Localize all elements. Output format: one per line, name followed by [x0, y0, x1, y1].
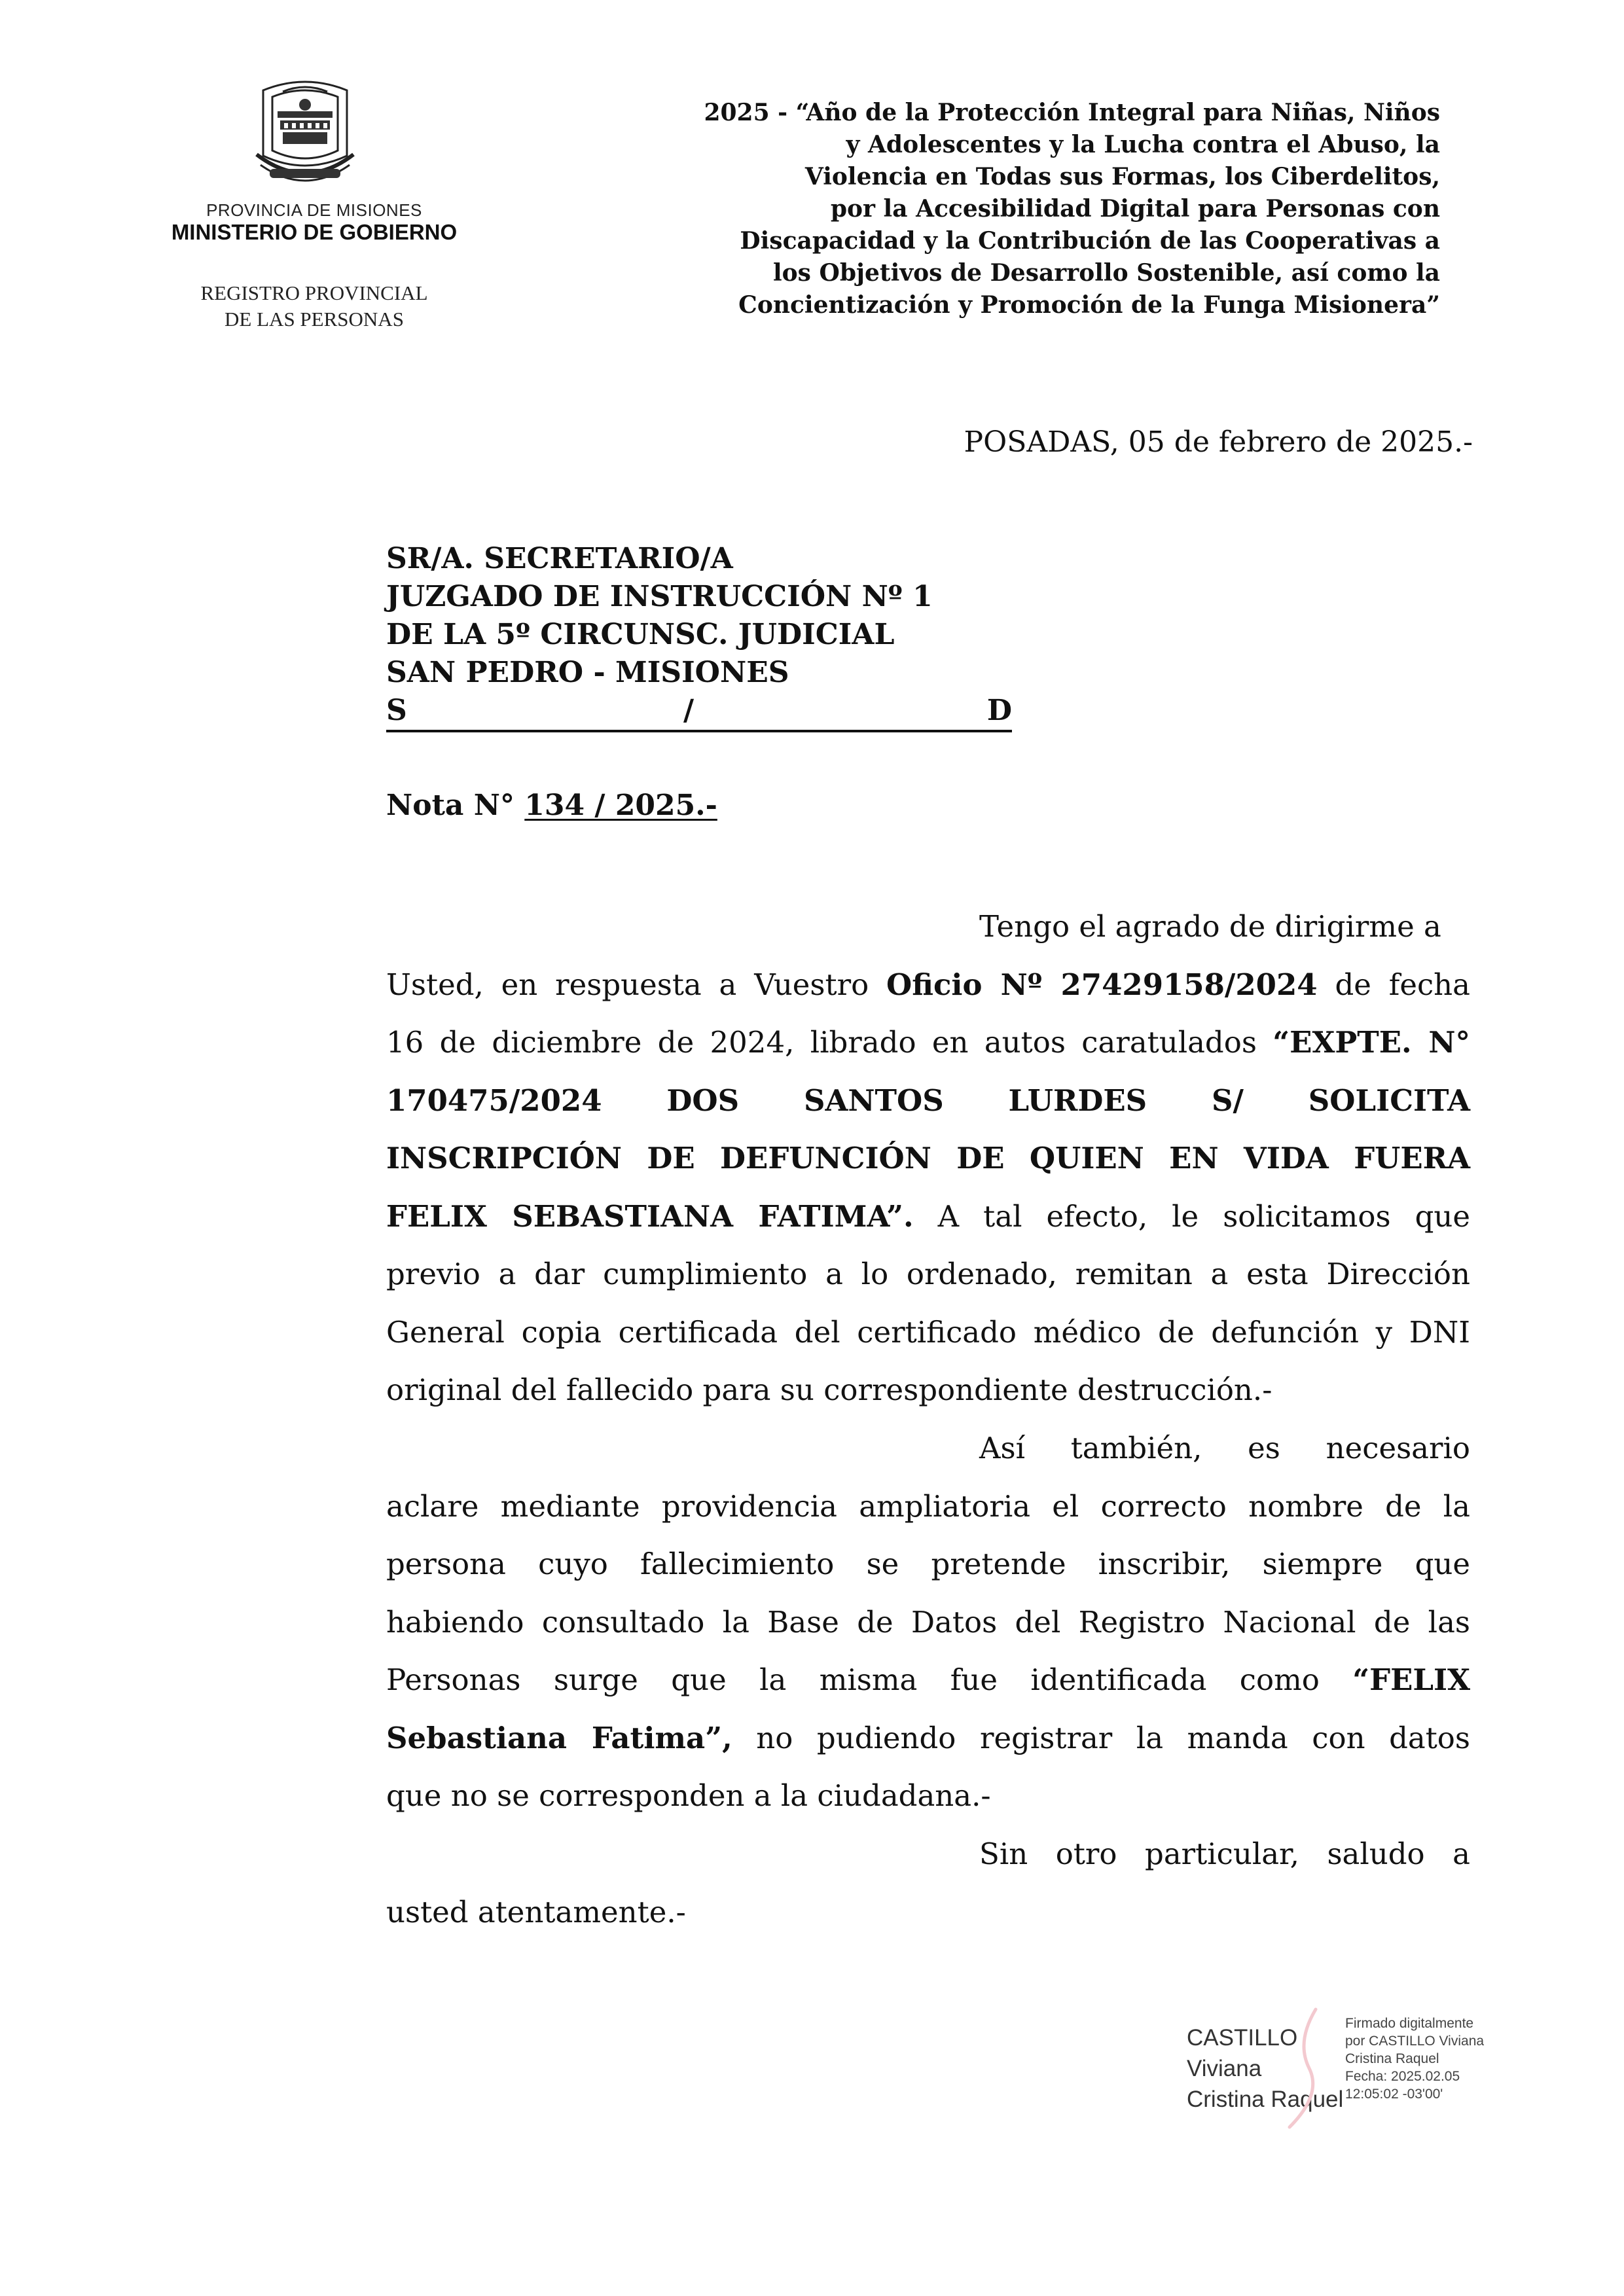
motto-line: Concientización y Promoción de la Funga Misionera” — [738, 291, 1440, 319]
paragraph-1: Tengo el agrado de dirigirme a Usted, en respuesta a Vuestro Oficio Nº 27429158/2024 de fecha 16 de diciembre de 2024, librado en autos caratulados “EXPTE. N° 170475/2024 DOS SANTOS LURDES S/ SOLICITA INSCRIPCIÓN DE DEFUNCIÓN DE QUIEN EN VIDA FUERA FELIX SEBASTIANA FATIMA”. A tal efecto, le solicitamos que previo a dar cumplimiento a lo ordenado, remitan a esta Dirección General copia certificada del certificado médico de defunción y DNI original del fallecido para su correspondiente destrucción.- — [386, 909, 1470, 1407]
signer-name: CASTILLO Viviana Cristina Raquel — [1187, 2025, 1344, 2112]
registry-name-line1: REGISTRO PROVINCIAL — [200, 281, 428, 304]
motto-line: Discapacidad y la Contribución de las Cooperativas a — [740, 227, 1440, 255]
note-number — [386, 789, 717, 822]
paragraph-2: Así también, es necesario aclare mediante providencia ampliatoria el correcto nombre de la persona cuyo fallecimiento se pretende inscribir, siempre que habiendo consultado la Base de Datos del Registro Nacional de las Personas surge que la misma fue identificada como “FELIX Sebastiana Fatima”, no pudiendo registrar la manda con datos que no se corresponden a la ciudadana.- — [386, 1431, 1470, 1813]
provincial-seal-icon — [244, 77, 367, 192]
addressee-block — [386, 540, 1106, 732]
paragraph-3: Sin otro particular, saludo a usted atentamente.- — [386, 1837, 1470, 1929]
oficio-ref: Oficio Nº 27429158/2024 — [886, 967, 1318, 1002]
motto-line: y Adolescentes y la Lucha contra el Abuso, la — [846, 131, 1440, 158]
year-motto — [589, 97, 1440, 321]
digital-signature-info: Firmado digitalmente por CASTILLO Viviana Cristina Raquel Fecha: 2025.02.05 12:05:02 -03'00' — [1345, 2016, 1485, 2102]
ministry-name: MINISTERIO DE GOBIERNO — [171, 220, 458, 244]
paragraph-intro: Tengo el agrado de dirigirme a — [979, 909, 1441, 944]
case-title: 170475/2024 DOS SANTOS LURDES S/ SOLICITA — [386, 1083, 1470, 1118]
case-title: FELIX SEBASTIANA FATIMA”. — [386, 1198, 914, 1234]
motto-line: por la Accesibilidad Digital para Personas con — [830, 195, 1440, 223]
addressee-line: JUZGADO DE INSTRUCCIÓN Nº 1 — [386, 580, 933, 613]
registry-name-line2: DE LAS PERSONAS — [225, 308, 404, 331]
sd-d: D — [986, 694, 1012, 727]
motto-line: 2025 - “Año de la Protección Integral para Niñas, Niños — [704, 99, 1440, 126]
sd-line — [386, 692, 1012, 732]
document-date: POSADAS, 05 de febrero de 2025.- — [964, 425, 1473, 459]
motto-line: los Objetivos de Desarrollo Sostenible, así como la — [772, 259, 1440, 287]
paragraph-intro: Así también, es necesario — [979, 1431, 1470, 1465]
motto-line: Violencia en Todas sus Formas, los Ciberdelitos, — [804, 163, 1440, 190]
closing-intro: Sin otro particular, saludo a — [979, 1837, 1470, 1871]
note-value: 134 / 2025.- — [524, 789, 717, 822]
signature-stroke-icon — [1270, 2003, 1329, 2134]
note-label: Nota N° — [386, 789, 514, 822]
sd-slash: / — [683, 694, 695, 727]
province-name: PROVINCIA DE MISIONES — [206, 200, 422, 220]
addressee-line: SR/A. SECRETARIO/A — [386, 542, 733, 575]
case-title: INSCRIPCIÓN DE DEFUNCIÓN DE QUIEN EN VIDA FUERA — [386, 1141, 1470, 1175]
addressee-line: DE LA 5º CIRCUNSC. JUDICIAL — [386, 618, 895, 651]
sd-s: S — [386, 694, 407, 727]
addressee-line: SAN PEDRO - MISIONES — [386, 656, 789, 689]
